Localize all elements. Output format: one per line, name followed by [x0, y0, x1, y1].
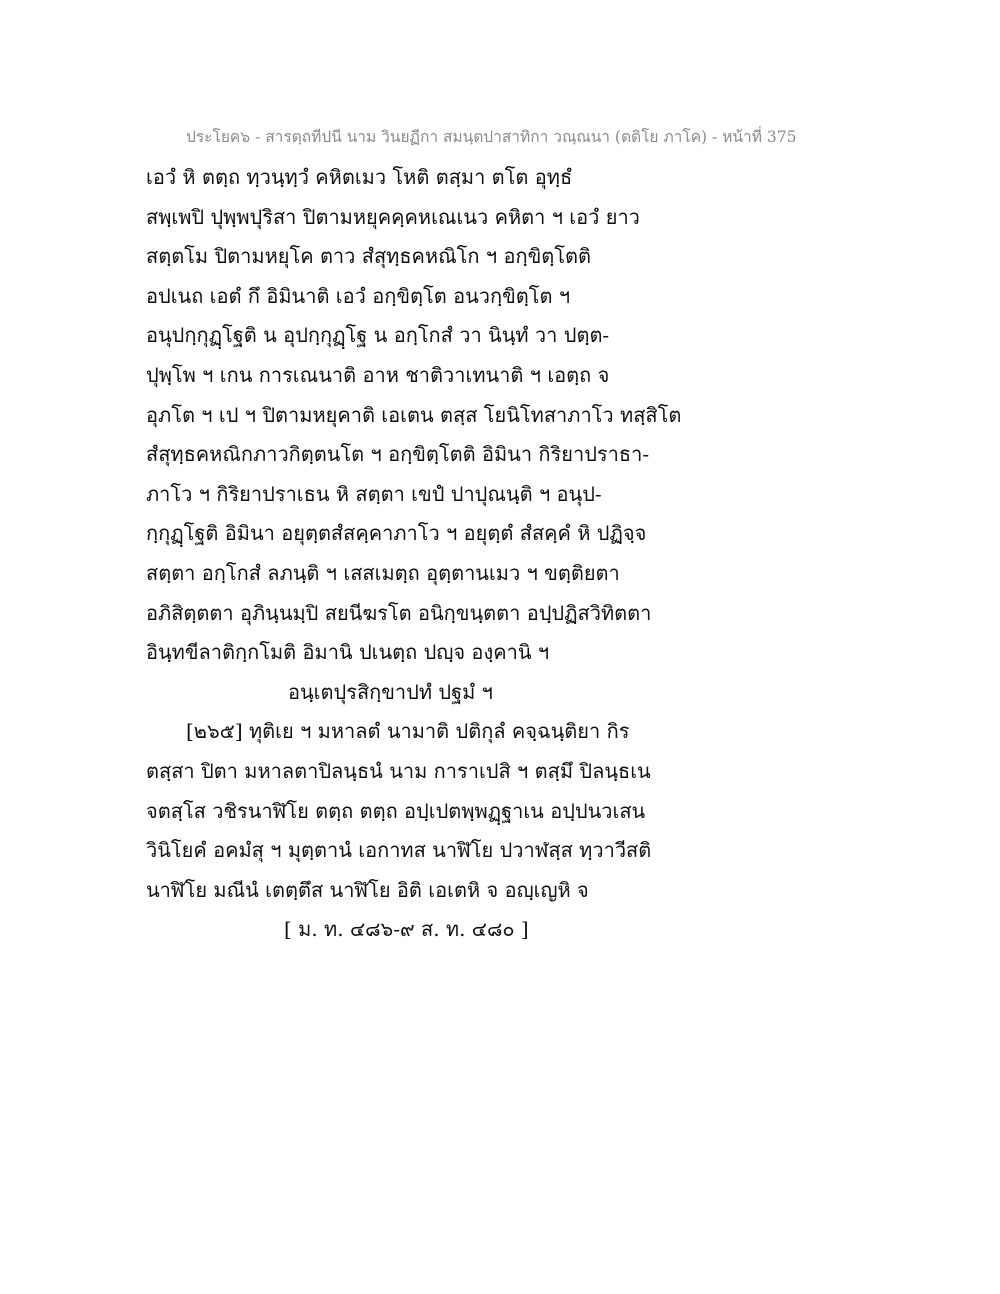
- text-line: จตสฺโส วชิรนาฬิโย ตตฺถ ตตฺถ อปฺเปตพฺพฏฺฐาเน อปฺปนวเสน: [146, 798, 646, 823]
- reference-note: [ ม. ท. ๔๘๖-๙ ส. ท. ๔๘๐ ]: [284, 917, 529, 942]
- text-line: นาฬิโย มณีนํ เตตฺตึส นาฬิโย อิติ เอเตหิ จ อญฺเญหิ จ: [146, 877, 589, 902]
- text-line: กฺกุฏฺโฐติ อิมินา อยุตฺตสํสคฺคาภาโว ฯ อยุตฺตํ สํสคฺคํ หิ ปฏิจฺจ: [146, 521, 647, 546]
- text-line: สํสุทฺธคหณิกภาวกิตฺตนโต ฯ อกฺขิตฺโตติ อิมินา กิริยาปราธา-: [146, 442, 650, 467]
- running-header: ประโยค๖ - สารตฺถทีปนี นาม วินยฏีกา สมนฺตปาสาทิกา วณฺณนา (ตติโย ภาโค) - หน้าที่ 375: [186, 128, 797, 146]
- text-line: วินิโยคํ อคมํสุ ฯ มุตฺตานํ เอกาทส นาฬิโย ปวาฬสฺส ทฺวาวีสติ: [146, 838, 652, 863]
- text-line: อภิสิตฺตตา อุภินฺนมฺปิ สยนีฆรโต อนิกฺขนฺตตา อปฺปฏิสวิทิตตา: [146, 600, 652, 625]
- body-text: [146, 158, 706, 950]
- text-line: อินฺทขีลาติกฺกโมติ อิมานิ ปเนตฺถ ปญฺจ องฺคานิ ฯ: [146, 640, 550, 665]
- text-line: อปเนถ เอตํ กึ อิมินาติ เอวํ อกฺขิตฺโต อนวกฺขิตฺโต ฯ: [146, 283, 571, 308]
- text-line: สพฺเพปิ ปุพฺพปุริสา ปิตามหยุคคฺคหเณเนว คหิตา ฯ เอวํ ยาว: [146, 204, 640, 229]
- text-line: ตสฺสา ปิตา มหาลตาปิลนฺธนํ นาม การาเปสิ ฯ ตสฺมึ ปิลนฺธเน: [146, 758, 651, 783]
- text-line: สตฺตา อกฺโกสํ ลภนฺติ ฯ เสสเมตฺถ อุตฺตานเมว ฯ ขตฺติยตา: [146, 560, 620, 585]
- text-line: อุภโต ฯ เป ฯ ปิตามหยุคาติ เอเตน ตสฺส โยนิโทสาภาโว ทสฺสิโต: [146, 402, 682, 427]
- text-line: เอวํ หิ ตตฺถ ทฺวนฺทฺวํ คหิตเมว โหติ ตสฺมา ตโต อุทฺธํ: [146, 165, 573, 189]
- text-line: ปุพฺโพ ฯ เกน การเณนาติ อาห ชาติวาเทนาติ ฯ เอตฺถ จ: [146, 362, 610, 387]
- paragraph-start-line: [๒๖๕] ทุติเย ฯ มหาลตํ นามาติ ปติกุลํ คจฺฉนฺติยา กิร: [186, 719, 630, 744]
- text-line: อนุปกฺกุฏฺโฐติ น อุปกฺกุฏฺโฐ น อกฺโกสํ วา นินฺทํ วา ปตฺต-: [146, 323, 610, 348]
- text-line: สตฺตโม ปิตามหยุโค ตาว สํสุทฺธคหณิโก ฯ อกฺขิตฺโตติ: [146, 244, 591, 269]
- text-line: ภาโว ฯ กิริยาปราเธน หิ สตฺตา เขปํ ปาปุณนฺติ ฯ อนุป-: [146, 481, 602, 506]
- section-end-title: อนฺเตปุรสิกฺขาปทํ ปฐมํ ฯ: [288, 679, 493, 704]
